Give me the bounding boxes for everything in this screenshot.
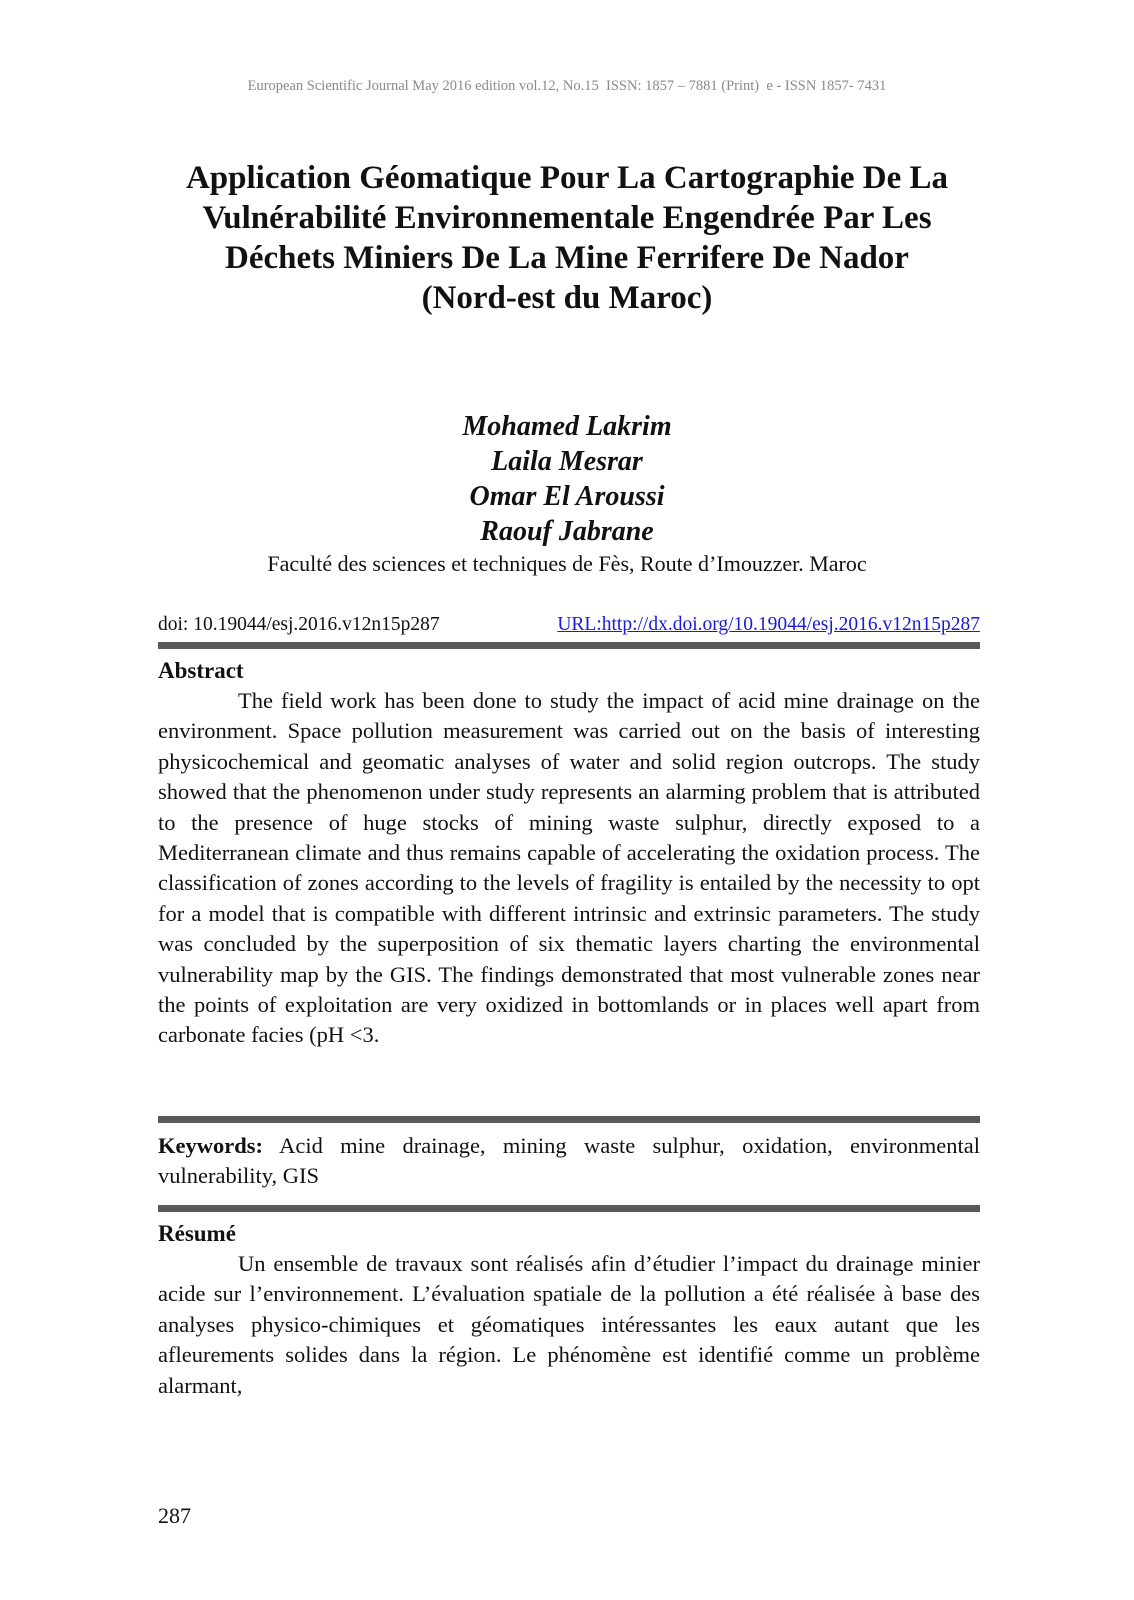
author-affiliation: Faculté des sciences et techniques de Fès, Route d’Imouzzer. Maroc xyxy=(267,551,867,576)
title-line: Application Géomatique Pour La Cartographie De La xyxy=(185,160,949,196)
page-number: 287 xyxy=(158,1503,191,1528)
author-name: Raouf Jabrane xyxy=(480,516,654,547)
title-line: (Nord-est du Maroc) xyxy=(421,280,713,316)
author-name: Mohamed Lakrim xyxy=(462,411,672,442)
running-header: European Scientific Journal May 2016 edition vol.12, No.15 ISSN: 1857 – 7881 (Print) e - ISSN 1857- 7431 xyxy=(247,78,887,94)
article-title xyxy=(130,158,1004,318)
abstract-heading: Abstract xyxy=(158,658,244,683)
doi-text: doi: 10.19044/esj.2016.v12n15p287 xyxy=(158,614,440,635)
section-divider xyxy=(158,1116,980,1123)
resume-heading: Résumé xyxy=(158,1221,236,1246)
doi-url-link[interactable]: URL:http://dx.doi.org/10.19044/esj.2016.v12n15p287 xyxy=(557,614,980,635)
section-divider xyxy=(158,642,980,649)
keywords-paragraph xyxy=(158,1131,980,1192)
title-line: Déchets Miniers De La Mine Ferrifere De Nador xyxy=(225,240,909,276)
keywords-text: Acid mine drainage, mining waste sulphur, oxidation, environmental vulnerability, GIS xyxy=(158,1133,980,1189)
title-line: Vulnérabilité Environnementale Engendrée Par Les xyxy=(202,200,932,236)
abstract-text: The field work has been done to study the impact of acid mine drainage on the environment. Space pollution measurement was carried out on the basis of interesting physicochemical and geomatic analyses of water and solid region outcrops. The study showed that the phenomenon under study represents an alarming problem that is attributed to the presence of huge stocks of mining waste sulphur, directly exposed to a Mediterranean climate and thus remains capable of accelerating the oxidation process. The classification of zones according to the levels of fragility is entailed by the necessity to opt for a model that is compatible with different intrinsic and extrinsic parameters. The study was concluded by the superposition of six thematic layers charting the environmental vulnerability map by the GIS. The findings demonstrated that most vulnerable zones near the points of exploitation are very oxidized in bottomlands or in places well apart from carbonate facies (pH <3. xyxy=(158,688,980,1048)
section-divider xyxy=(158,1205,980,1212)
author-name: Omar El Aroussi xyxy=(469,481,665,512)
keywords-label: Keywords: xyxy=(158,1133,263,1158)
author-name: Laila Mesrar xyxy=(491,446,643,477)
doi-line xyxy=(158,612,980,638)
author-block xyxy=(0,409,1134,580)
resume-text: Un ensemble de travaux sont réalisés afin d’étudier l’impact du drainage minier acide sur l’environnement. L’évaluation spatiale de la pollution a été réalisée à base des analyses physico-chimiques et géomatiques intéressantes les eaux autant que les afleurements solides dans la région. Le phénomène est identifié comme un problème alarmant, xyxy=(158,1251,980,1398)
